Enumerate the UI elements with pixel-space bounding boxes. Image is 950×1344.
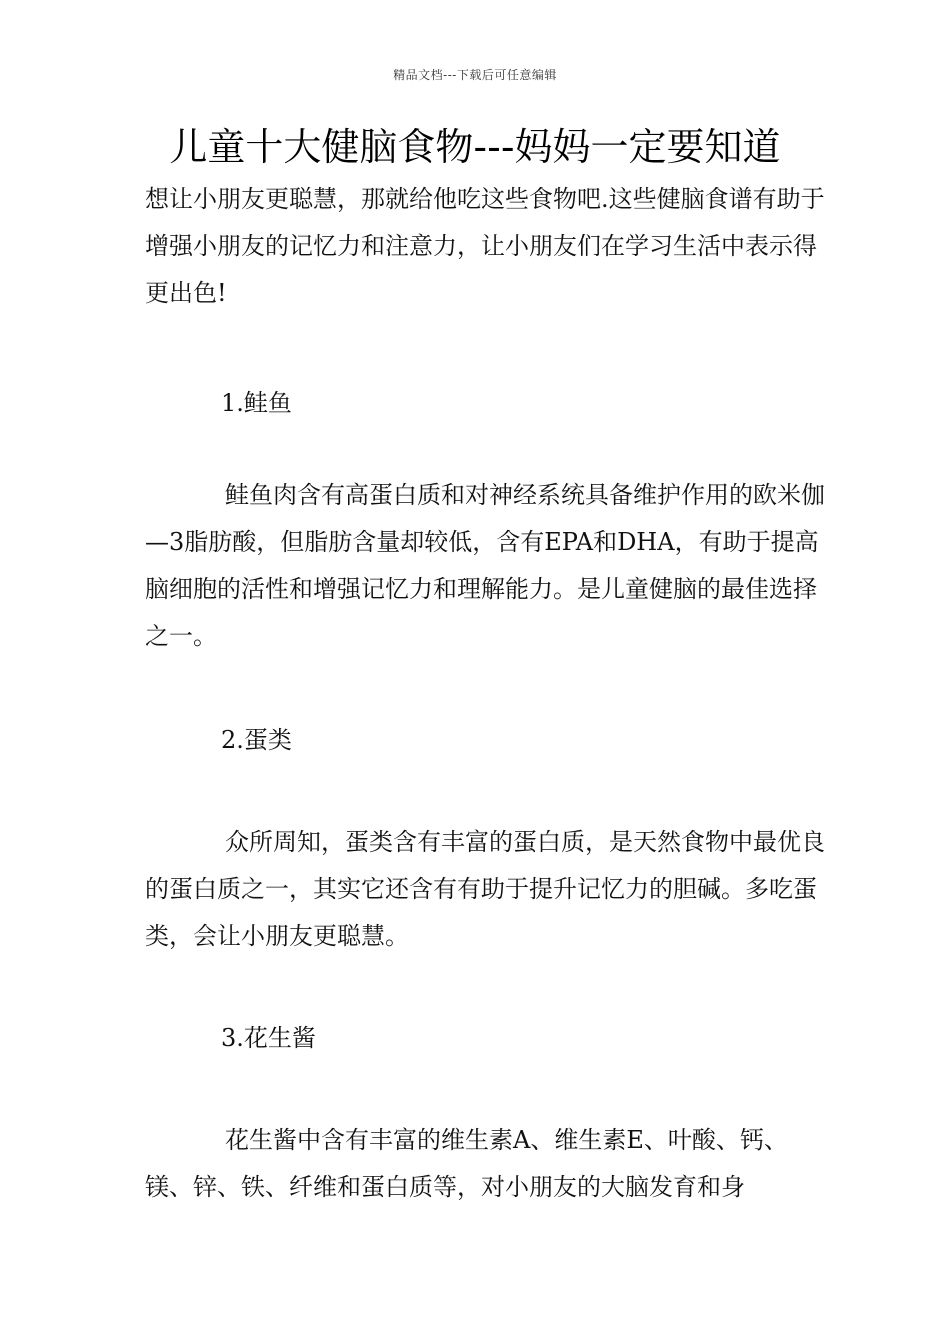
spacer	[145, 427, 825, 474]
section-heading-peanut-butter: 3.花生酱	[221, 1024, 316, 1052]
intro-paragraph: 想让小朋友更聪慧，那就给他吃这些食物吧.这些健脑食谱有助于增强小朋友的记忆力和注意力，让小朋友们在学习生活中表示得更出色!	[145, 185, 825, 307]
spacer	[145, 1062, 825, 1109]
document-body	[145, 176, 825, 1211]
spacer	[145, 660, 825, 707]
spacer	[145, 960, 825, 1007]
section-body-eggs: 众所周知，蛋类含有丰富的蛋白质，是天然食物中最优良的蛋白质之一，其实它还含有有助于提升记忆力的胆碱。多吃蛋类，会让小朋友更聪慧。	[145, 828, 825, 950]
section-body-peanut-butter: 花生酱中含有丰富的维生素A、维生素E、叶酸、钙、镁、锌、铁、纤维和蛋白质等，对小朋友的大脑发育和身	[145, 1126, 788, 1201]
spacer	[145, 764, 825, 811]
document-title: 儿童十大健脑食物---妈妈一定要知道	[169, 125, 781, 169]
spacer	[145, 317, 825, 364]
header-note: 精品文档---下载后可任意编辑	[393, 68, 557, 82]
section-heading-salmon: 1.鲑鱼	[221, 389, 292, 417]
section-heading-eggs: 2.蛋类	[221, 726, 292, 754]
section-body-salmon: 鲑鱼肉含有高蛋白质和对神经系统具备维护作用的欧米伽—3脂肪酸，但脂肪含量却较低，含有EPA和DHA，有助于提高脑细胞的活性和增强记忆力和理解能力。是儿童健脑的最佳选择之一。	[145, 481, 825, 650]
